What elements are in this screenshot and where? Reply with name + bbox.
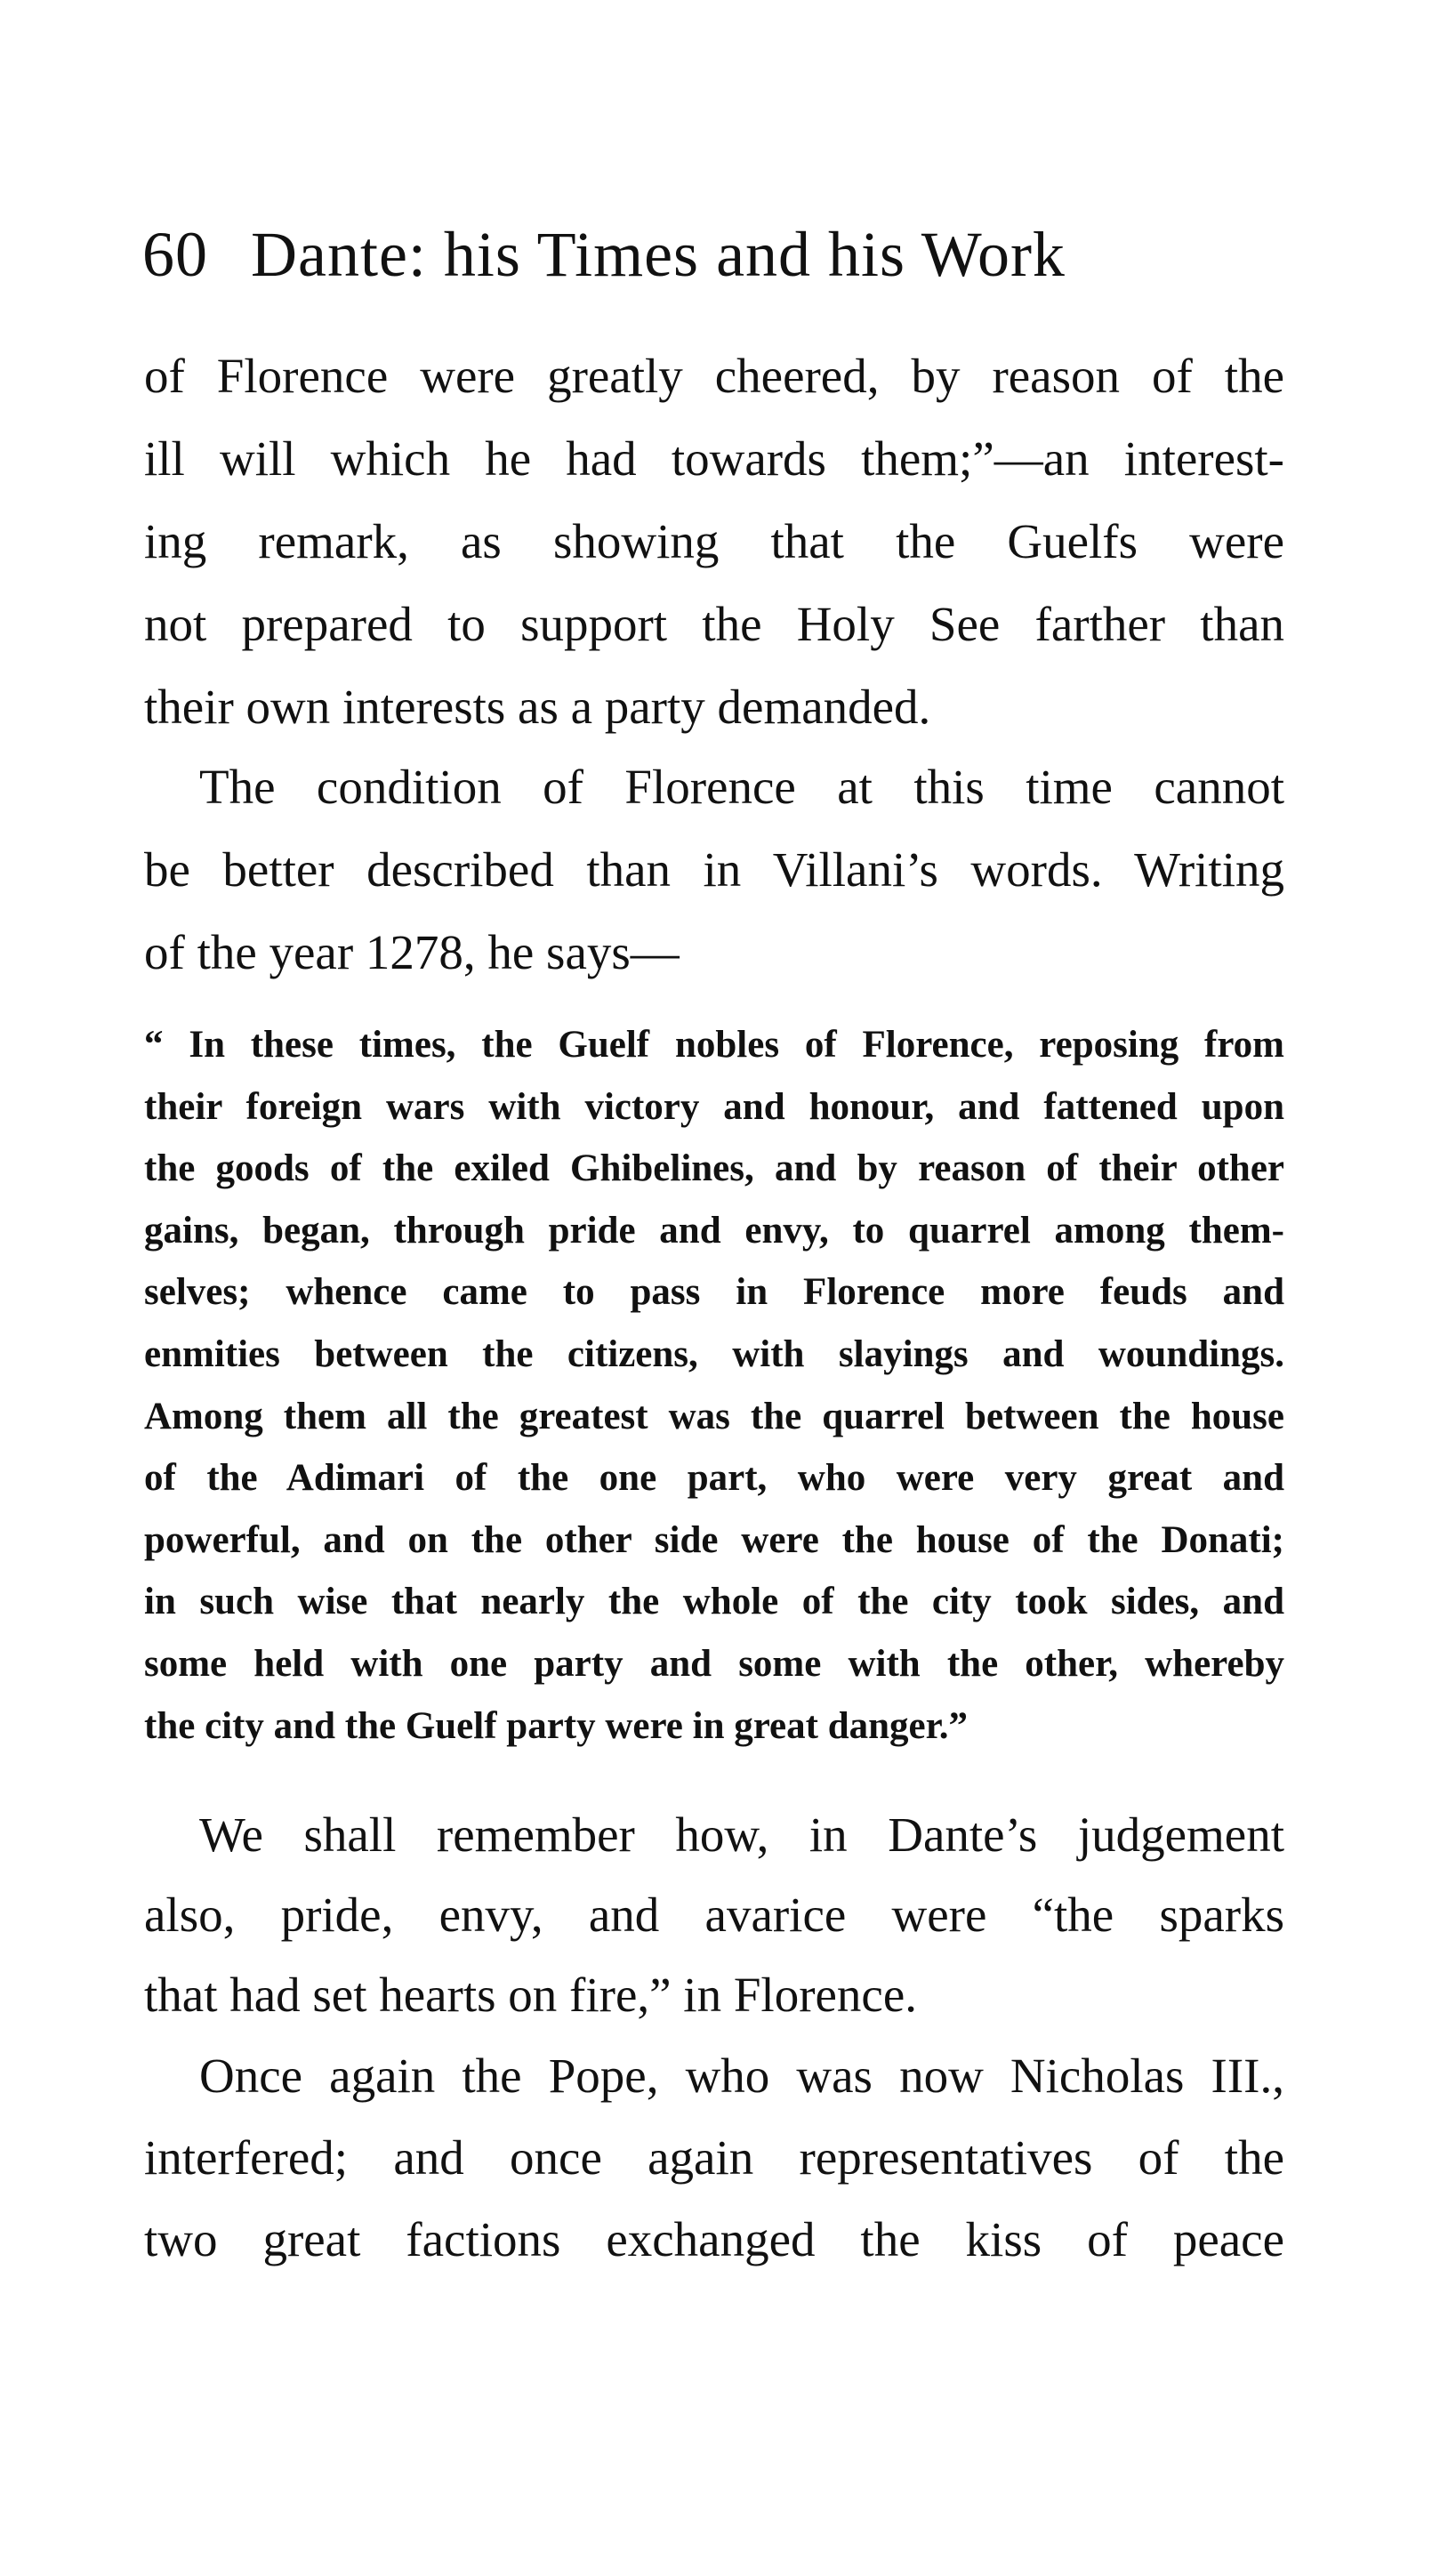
text-line: Once again the Pope, who was now Nicholas III., xyxy=(199,2049,1284,2103)
text-line: two great factions exchanged the kiss of peace xyxy=(144,2212,1284,2266)
text-line: of the year 1278, he says— xyxy=(144,925,680,979)
quote-line: in such wise that nearly the whole of the city took sides, and xyxy=(144,1581,1284,1623)
text-line: be better described than in Villani’s words. Writing xyxy=(144,842,1284,897)
running-title: Dante: his Times and his Work xyxy=(251,219,1066,290)
text-line: The condition of Florence at this time cannot xyxy=(199,760,1284,814)
text-line: of Florence were greatly cheered, by reason of the xyxy=(144,349,1284,403)
quote-line: Among them all the greatest was the quarrel between the house xyxy=(144,1395,1284,1437)
text-line: ing remark, as showing that the Guelfs were xyxy=(144,514,1284,568)
paragraph xyxy=(144,1795,1284,2035)
quote-line: enmities between the citizens, with slayings and woundings. xyxy=(144,1332,1284,1375)
paragraph xyxy=(144,334,1284,748)
text-line: not prepared to support the Holy See farther than xyxy=(144,597,1284,651)
block-quotation xyxy=(144,1014,1284,1757)
quote-line: “ In these times, the Guelf nobles of Florence, reposing from xyxy=(144,1024,1284,1066)
text-line: that had set hearts on fire,” in Florence. xyxy=(144,1968,917,2022)
quote-line: selves; whence came to pass in Florence more feuds and xyxy=(144,1271,1284,1314)
running-header xyxy=(142,210,1066,299)
quote-line: the city and the Guelf party were in great danger.” xyxy=(144,1704,969,1747)
quote-line: powerful, and on the other side were the house of the Donati; xyxy=(144,1518,1284,1561)
paragraph xyxy=(144,2035,1284,2281)
quote-line: the goods of the exiled Ghibelines, and by reason of their other xyxy=(144,1147,1284,1190)
page-number: 60 xyxy=(142,219,208,290)
quote-line: their foreign wars with victory and honour, and fattened upon xyxy=(144,1085,1284,1128)
quote-line: gains, began, through pride and envy, to quarrel among them- xyxy=(144,1209,1284,1252)
text-line: We shall remember how, in Dante’s judgement xyxy=(199,1807,1284,1862)
text-line: ill will which he had towards them;”—an interest- xyxy=(144,431,1284,486)
quote-line: of the Adimari of the one part, who were very great and xyxy=(144,1457,1284,1500)
text-line: interfered; and once again representatives of the xyxy=(144,2130,1284,2185)
text-line: also, pride, envy, and avarice were “the sparks xyxy=(144,1888,1284,1942)
paragraph xyxy=(144,745,1284,994)
text-line: their own interests as a party demanded. xyxy=(144,680,931,734)
quote-line: some held with one party and some with the other, whereby xyxy=(144,1642,1284,1685)
